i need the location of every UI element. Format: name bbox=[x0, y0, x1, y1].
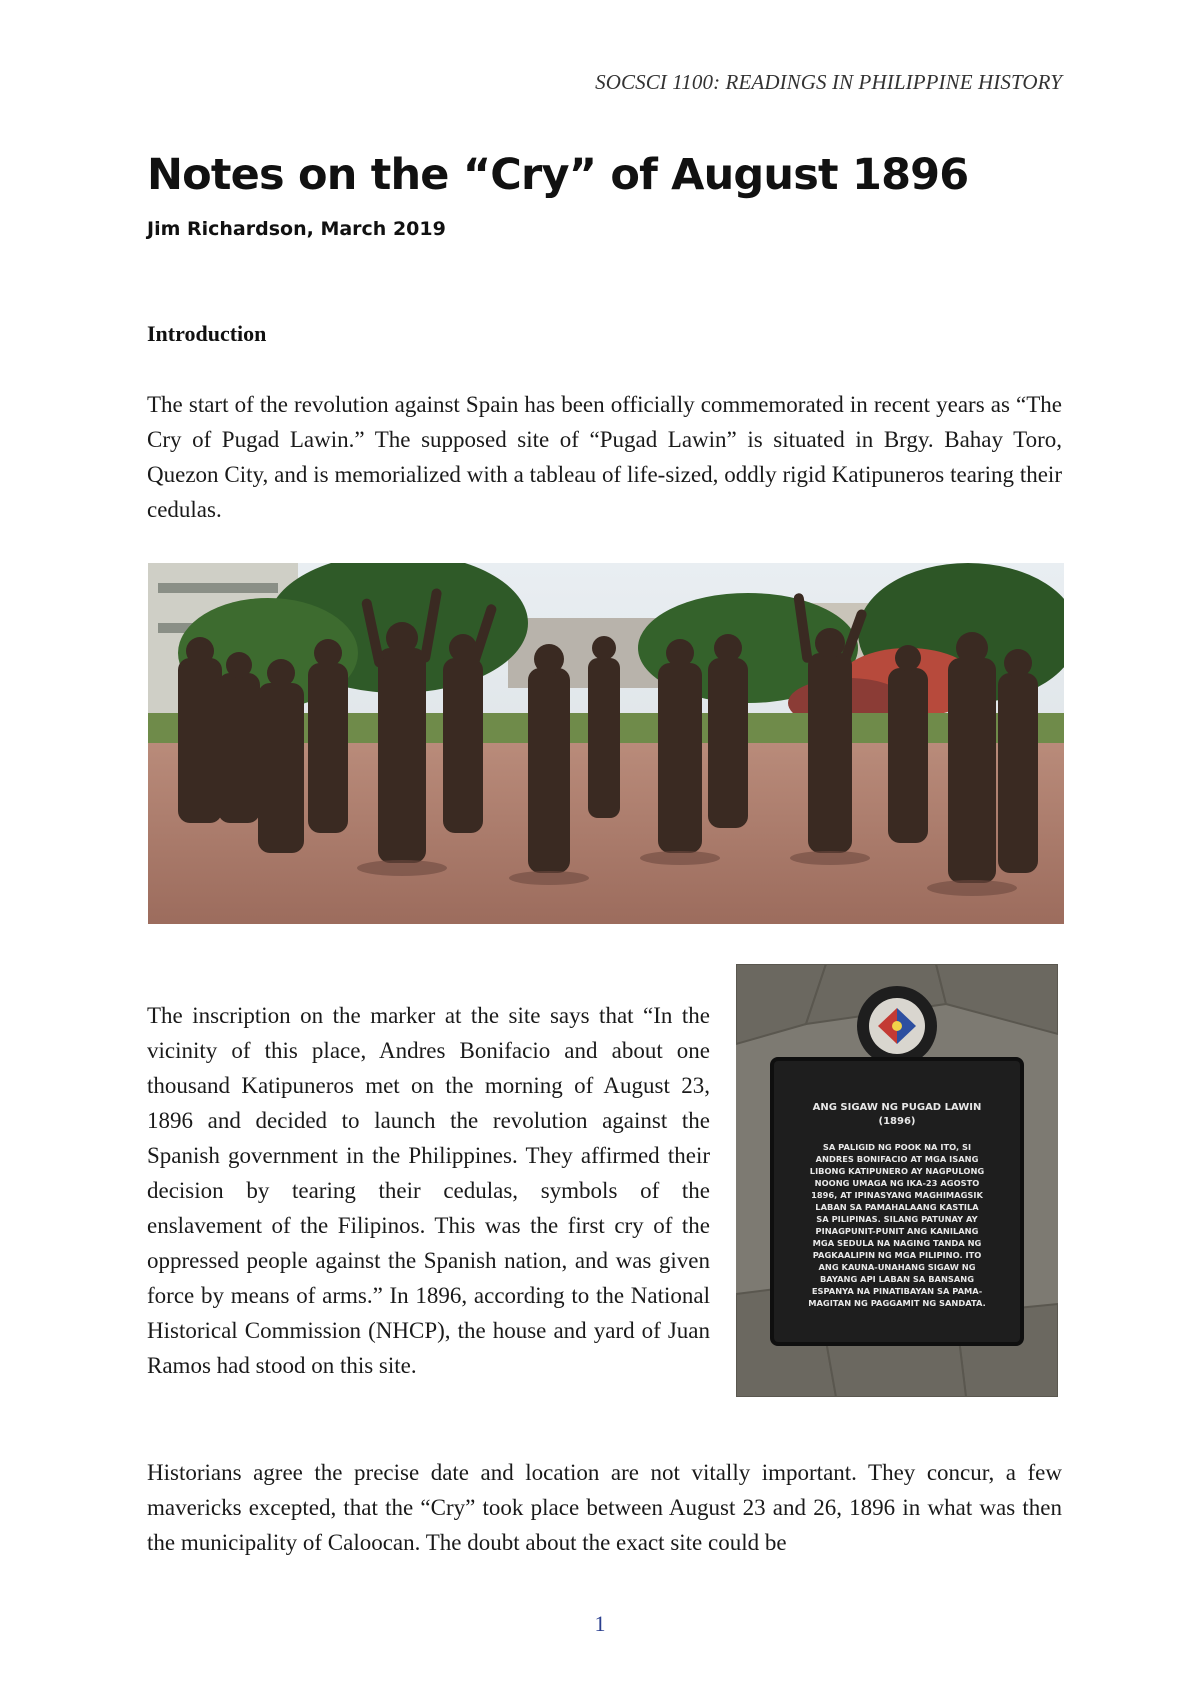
document-title: Notes on the “Cry” of August 1896 bbox=[147, 150, 969, 200]
plaque-line: PINAGPUNIT-PUNIT ANG KANILANG bbox=[815, 1226, 979, 1236]
plaque-line: NOONG UMAGA NG IKA-23 AGOSTO bbox=[814, 1178, 980, 1188]
plaque-line: BAYANG API LABAN SA BANSANG bbox=[819, 1274, 975, 1284]
plaque-line: MAGITAN NG PAGGAMIT NG SANDATA. bbox=[808, 1298, 986, 1308]
paragraph-3: Historians agree the precise date and location are not vitally important. They concur, a few mavericks excepted, that the “Cry” took place between August 23 and 26, 1896 in what was then the municipality of Caloocan. The doubt about the exact site could be bbox=[147, 1460, 1062, 1555]
plaque-line: ANG KAUNA-UNAHANG SIGAW NG bbox=[818, 1262, 976, 1272]
plaque-line: ANDRES BONIFACIO AT MGA ISANG bbox=[815, 1154, 979, 1164]
section-heading-introduction: Introduction bbox=[147, 321, 267, 346]
plaque-line: SA PILIPINAS. SILANG PATUNAY AY bbox=[816, 1214, 978, 1224]
paragraph-1: The start of the revolution against Spain has been officially commemorated in recent years as “The Cry of Pugad Lawin.” The supposed site of “Pugad Lawin” is situated in Brgy. Bahay Toro, Quezon City, and is memorialized with a tableau of life-sized, oddly rigid Katipuneros tearing their cedulas. bbox=[147, 392, 1062, 522]
plaque-line: 1896, AT IPINASYANG MAGHIMAGSIK bbox=[811, 1190, 983, 1200]
plaque-line: LIBONG KATIPUNERO AY NAGPULONG bbox=[809, 1166, 985, 1176]
plaque-year: (1896) bbox=[878, 1116, 916, 1127]
historical-marker-photo bbox=[736, 964, 1058, 1397]
plaque-line: ESPANYA NA PINATIBAYAN SA PAMA- bbox=[811, 1286, 983, 1296]
plaque-line: SA PALIGID NG POOK NA ITO, SI bbox=[822, 1142, 972, 1152]
author-byline: Jim Richardson, March 2019 bbox=[147, 218, 446, 240]
page-number: 1 bbox=[594, 1611, 606, 1636]
running-header: SOCSCI 1100: READINGS IN PHILIPPINE HISTORY bbox=[595, 70, 1062, 94]
plaque-line: PAGKAALIPIN NG MGA PILIPINO. ITO bbox=[812, 1250, 982, 1260]
plaque-line: MGA SEDULA NA NAGING TANDA NG bbox=[812, 1238, 982, 1248]
statue-tableau-photo bbox=[148, 563, 1064, 924]
paragraph-2: The inscription on the marker at the site says that “In the vicinity of this place, Andres Bonifacio and about one thousand Katipuneros met on the morning of August 23, 1896 and decided to launch the revolution against the Spanish government in the Philippines. They affirmed their decision by tearing their cedulas, symbols of the enslavement of the Filipinos. This was the first cry of the oppressed people against the Spanish nation, and was given force by means of arms.” In 1896, according to the National Historical Commission (NHCP), the house and yard of Juan Ramos had stood on this site. bbox=[147, 1003, 710, 1378]
plaque-title: ANG SIGAW NG PUGAD LAWIN bbox=[812, 1102, 982, 1113]
plaque-line: LABAN SA PAMAHALAANG KASTILA bbox=[815, 1202, 979, 1212]
